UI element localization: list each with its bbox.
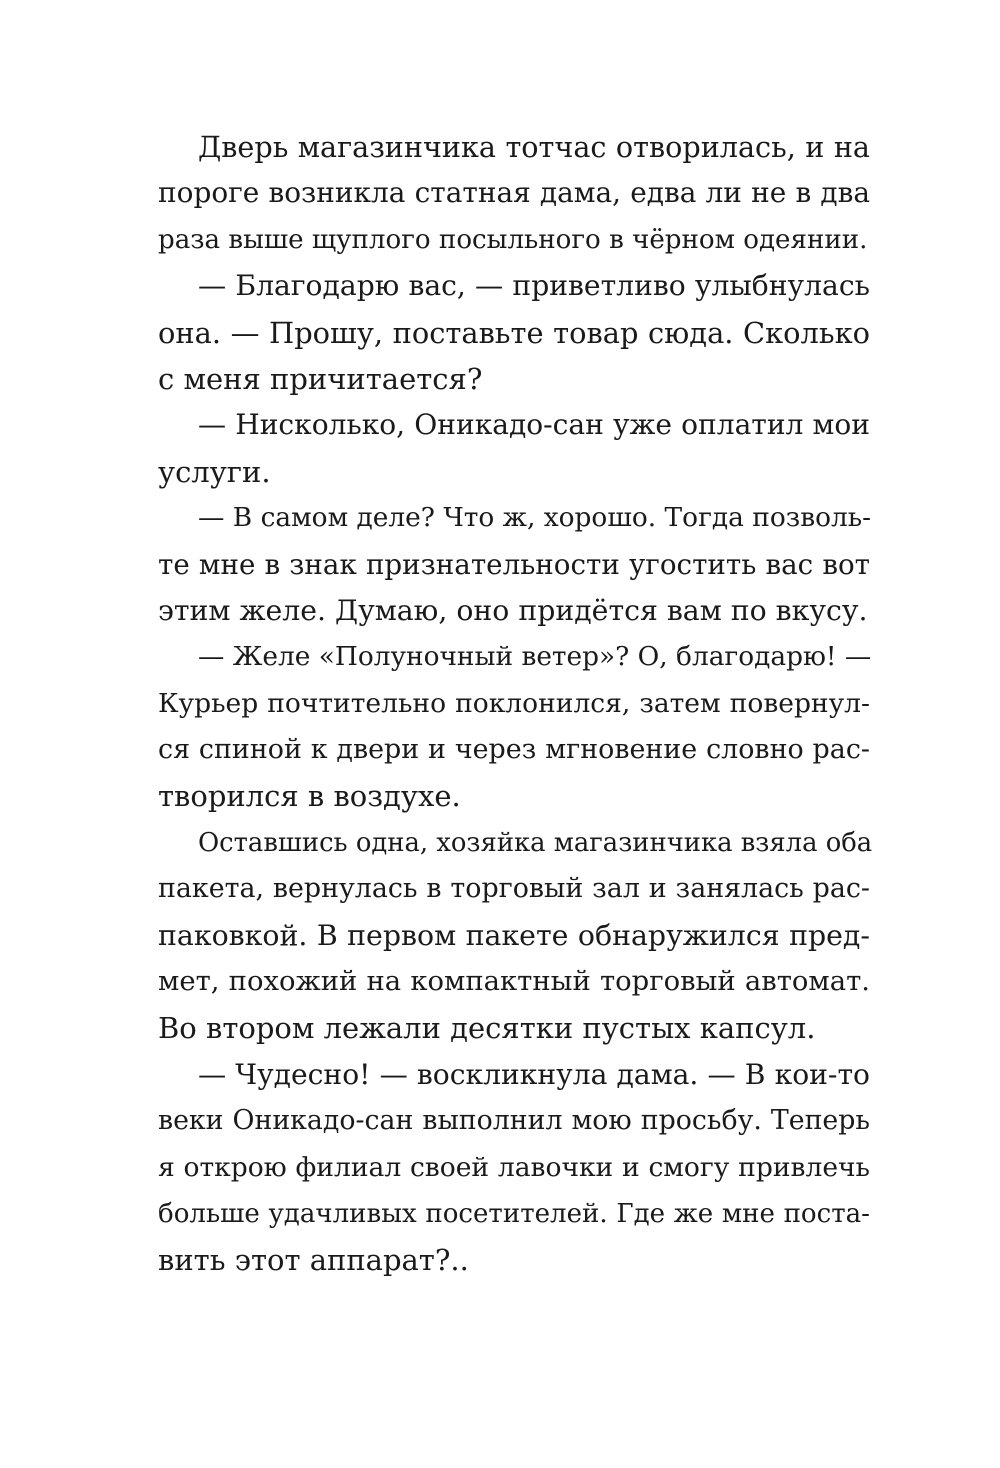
text-line: — Желе «Полуночный ветер»? О, благодарю! — bbox=[198, 642, 872, 673]
text-line: веки Оникадо-сан выполнил мою просьбу. Теперь bbox=[158, 1105, 870, 1137]
text-line: — Благодарю вас, — приветливо улыбнулась bbox=[198, 269, 870, 303]
text-line: пороге возникла статная дама, едва ли не в два bbox=[158, 176, 870, 210]
text-line: те мне в знак признательности угостить вас вот bbox=[158, 547, 870, 581]
text-line: Курьер почтительно поклонился, затем повернул- bbox=[158, 687, 870, 719]
text-line: пакета, вернулась в торговый зал и занялась рас- bbox=[158, 873, 870, 905]
text-line: — Нисколько, Оникадо-сан уже оплатил мои bbox=[198, 408, 870, 442]
text-line: ся спиной к двери и через мгновение словно рас- bbox=[158, 734, 870, 766]
text-line: я открою филиал своей лавочки и смогу привлечь bbox=[158, 1151, 870, 1183]
body-text bbox=[158, 124, 873, 1284]
text-line: вить этот аппарат?.. bbox=[158, 1243, 469, 1278]
text-line: услуги. bbox=[158, 454, 271, 489]
text-line: она. — Прошу, поставьте товар сюда. Сколько bbox=[158, 315, 870, 350]
text-line: Дверь магазинчика тотчас отворилась, и на bbox=[198, 130, 870, 164]
text-line: Во втором лежали десятки пустых капсул. bbox=[158, 1011, 816, 1046]
text-line: Оставшись одна, хозяйка магазинчика взяла оба bbox=[198, 827, 873, 858]
text-line: мет, похожий на компактный торговый автомат. bbox=[158, 966, 870, 998]
text-line: этим желе. Думаю, оно придётся вам по вкусу. bbox=[158, 593, 868, 627]
text-line: паковкой. В первом пакете обнаружился пред- bbox=[158, 918, 870, 952]
text-line: раза выше щуплого посыльного в чёрном одеянии. bbox=[158, 224, 868, 255]
text-line: — Чудесно! — воскликнула дама. — В кои-то bbox=[198, 1057, 870, 1091]
text-line: — В самом деле? Что ж, хорошо. Тогда позволь- bbox=[198, 502, 872, 534]
text-line: с меня причитается? bbox=[158, 361, 483, 396]
text-line: творился в воздухе. bbox=[158, 779, 461, 814]
text-line: больше удачливых посетителей. Где же мне поста- bbox=[158, 1198, 870, 1229]
